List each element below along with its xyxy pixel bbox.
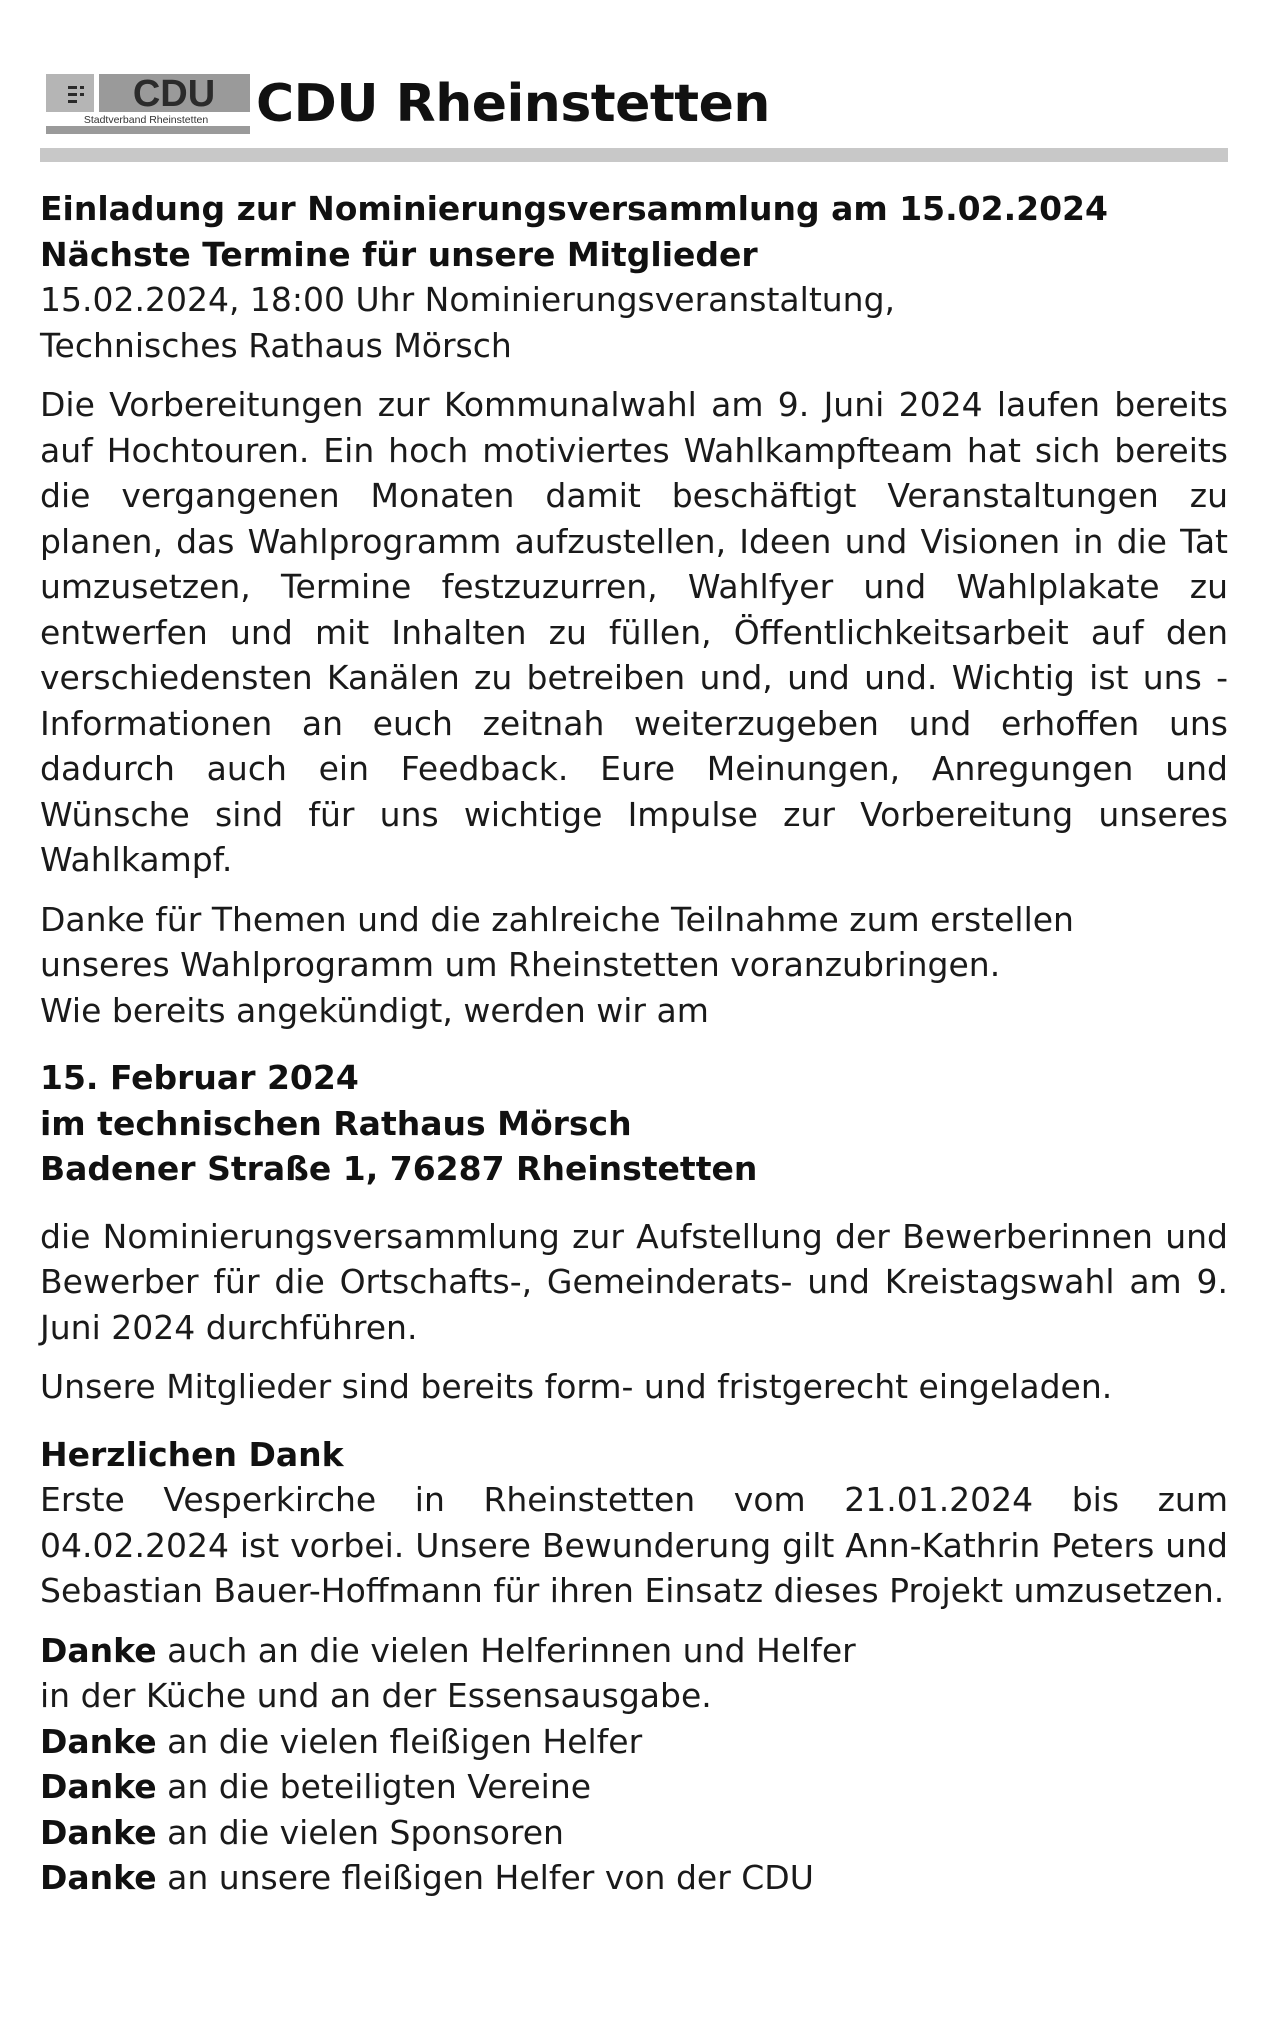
nomination-paragraph: die Nominierungsversammlung zur Aufstellung der Bewerberinnen und Bewerber für die Ortschafts-, Gemeinderats- und Kreistagswahl am 9. Juni 2024 durchführen.	[40, 1216, 1228, 1347]
location-line: Technisches Rathaus Mörsch	[40, 325, 512, 365]
thanks-topics-line: Danke für Themen und die zahlreiche Teilnahme zum erstellen	[40, 899, 1074, 939]
event-place: im technischen Rathaus Mörsch	[40, 1103, 632, 1143]
danke-word: Danke	[40, 1767, 157, 1806]
danke-text: an unsere fleißigen Helfer von der CDU	[156, 1858, 814, 1897]
event-address: Badener Straße 1, 76287 Rheinstetten	[40, 1149, 758, 1188]
section-header	[40, 54, 1228, 134]
article	[40, 186, 1228, 1901]
article-heading: Einladung zur Nominierungsversammlung am 15.02.2024	[40, 189, 1108, 228]
danke-word: Danke	[40, 1858, 157, 1897]
danke-line	[40, 1810, 1228, 1856]
cdu-logo	[46, 68, 250, 134]
danke-line	[40, 1628, 1228, 1674]
svg-text:Stadtverband Rheinstetten: Stadtverband Rheinstetten	[83, 114, 209, 126]
vesperkirche-paragraph: Erste Vesperkirche in Rheinstetten vom 21.01.2024 bis zum 04.02.2024 ist vorbei. Unsere Bewunderung gilt Ann-Kathrin Peters und Sebastian Bauer-Hoffmann für ihren Einsatz dieses Projekt umzusetzen.	[40, 1480, 1228, 1610]
danke-line	[40, 1855, 1228, 1901]
danke-text: an die vielen fleißigen Helfer	[156, 1721, 643, 1761]
header-divider	[40, 148, 1228, 162]
danke-line	[40, 1764, 1228, 1810]
danke-continuation: in der Küche und an der Essensausgabe.	[40, 1676, 712, 1715]
announcement-line: Wie bereits angekündigt, werden wir am	[40, 990, 709, 1030]
danke-word: Danke	[40, 1812, 157, 1852]
article-subheading: Nächste Termine für unsere Mitglieder	[40, 234, 758, 274]
invitation-note: Unsere Mitglieder sind bereits form- und fristgerecht eingeladen.	[40, 1367, 1113, 1406]
intro-paragraph: Die Vorbereitungen zur Kommunalwahl am 9. Juni 2024 laufen bereits auf Hochtouren. Ein hoch motiviertes Wahlkampfteam hat sich bereits die vergangenen Monaten damit beschäftigt Veranstaltungen zu planen, das Wahlprogramm aufzustellen, Ideen und Visionen in die Tat umzusetzen, Termine festzuzurren, Wahlfyer und Wahlplakate zu entwerfen und mit Inhalten zu füllen, Öffentlichkeitsarbeit auf den verschiedensten Kanälen zu betreiben und, und und. Wichtig ist uns - Informationen an euch zeitnah weiterzugeben und erhoffen uns dadurch auch ein Feedback. Eure Meinungen, Anregungen und Wünsche sind für uns wichtige Impulse zur Vorbereitung unseres Wahlkampf.	[40, 385, 1228, 879]
event-date: 15. Februar 2024	[40, 1058, 359, 1097]
thanks-heading: Herzlichen Dank	[40, 1434, 344, 1474]
danke-text: an die vielen Sponsoren	[156, 1812, 564, 1852]
page-title: CDU Rheinstetten	[256, 74, 770, 134]
danke-word: Danke	[40, 1721, 157, 1761]
thanks-topics-line: unseres Wahlprogramm um Rheinstetten voranzubringen.	[40, 945, 1001, 984]
danke-text: auch an die vielen Helferinnen und Helfer	[156, 1630, 856, 1670]
svg-text:CDU: CDU	[132, 73, 216, 115]
danke-text: an die beteiligten Vereine	[156, 1767, 592, 1806]
danke-line	[40, 1719, 1228, 1765]
date-line: 15.02.2024, 18:00 Uhr Nominierungsveranstaltung,	[40, 280, 896, 319]
danke-word: Danke	[40, 1630, 157, 1670]
